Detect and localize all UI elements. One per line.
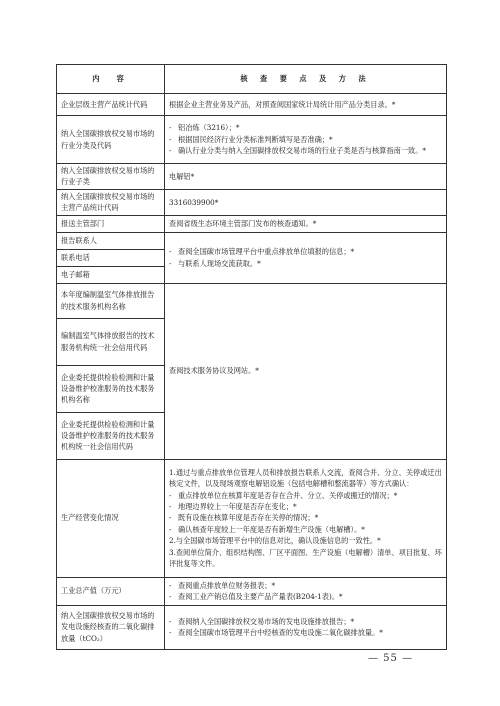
row-label: 编制温室气体排放报告的技术服务机构统一社会信用代码 <box>57 318 165 365</box>
row-label: 生产经营变化情况 <box>57 459 165 577</box>
row-label: 报送主管部门 <box>57 215 165 232</box>
table-row <box>57 94 447 116</box>
row-label: 工业总产值（万元） <box>57 577 165 605</box>
row-content <box>165 116 447 164</box>
table-row <box>57 215 447 232</box>
row-label: 纳入全国碳排放权交易市场的发电设施经核查的二氧化碳排放量（tCO₂） <box>57 605 165 649</box>
bullet-item: - 查阅全国碳市场管理平台中重点排放单位填报的信息；* <box>169 247 355 257</box>
verification-table <box>56 64 447 650</box>
table-row <box>57 283 447 318</box>
bullet-item: - 既有设施在核算年度是否存在关停的情况；* <box>169 513 319 523</box>
bullet-item: - 查阅纳入全国碳排放权交易市场的发电设施排放报告；* <box>169 616 355 626</box>
bullet-item: - 查阅全国碳市场管理平台中经核查的发电设施二氧化碳排放量。* <box>169 628 383 638</box>
row-label: 纳入全国碳排放权交易市场的行业分类及代码 <box>57 116 165 164</box>
row-label: 企业委托提供检验检测和计量设备维护校准服务的技术服务机构名称 <box>57 365 165 412</box>
bullet-item: - 查阅工业产销总值及主要产品产量表(B204-1表)。* <box>169 592 343 602</box>
bullet-item: - 地理边界较上一年度是否存在变化；* <box>169 502 297 512</box>
table-header-row <box>57 65 447 94</box>
row-content: 根据企业主营业务及产品，对照查阅国家统计局统计用产品分类目录。* <box>165 94 447 116</box>
bullet-item: - 与联系人现场交流获取。* <box>169 258 261 268</box>
header-content-column: 内 容 <box>57 65 165 94</box>
table-row <box>57 164 447 190</box>
row-content: 查阅省级生态环境主管部门发布的核查通知。* <box>165 215 447 232</box>
paragraph: 1.通过与重点排放单位管理人员和排放报告联系人交流，查阅合并、分立、关停或迁出核定文件，以及现场观察电解铝设施（包括电解槽和整流器等）等方式确认： <box>169 467 442 489</box>
table-row <box>57 189 447 215</box>
bullet-item: - 根据国民经济行业分类标准判断填写是否准确；* <box>169 134 333 144</box>
table-row <box>57 605 447 649</box>
row-label: 联系电话 <box>57 249 165 266</box>
row-label: 纳入全国碳排放权交易市场的主营产品统计代码 <box>57 189 165 215</box>
bullet-item: - 查阅重点排放单位财务报表；* <box>169 580 276 590</box>
table-row <box>57 577 447 605</box>
bullet-item: - 重点排放单位在核算年度是否存在合并、分立、关停或搬迁的情况；* <box>169 490 398 500</box>
row-label: 报告联系人 <box>57 232 165 249</box>
paragraph: 3.查阅单位简介、组织结构图、厂区平面图、生产设施（电解槽）清单、项目批复、环评批复等文件。 <box>169 547 442 569</box>
row-content <box>165 459 447 577</box>
row-content <box>165 232 447 283</box>
row-label: 本年度编制温室气体排放报告的技术服务机构名称 <box>57 283 165 318</box>
bullet-item: - 确认核查年度较上一年度是否有新增生产设施（电解槽）。* <box>169 524 365 534</box>
row-label: 企业层级主营产品统计代码 <box>57 94 165 116</box>
page-number: — 55 — <box>368 653 414 664</box>
row-content <box>165 605 447 649</box>
row-content: 查阅技术服务协议及网站。* <box>165 283 447 459</box>
row-label: 企业委托提供检验检测和计量设备维护校准服务的技术服务机构统一社会信用代码 <box>57 412 165 459</box>
bullet-item: - 铝冶炼（3216）；* <box>169 123 240 133</box>
row-content: 3316039900* <box>165 189 447 215</box>
table-row <box>57 459 447 577</box>
table-row <box>57 116 447 164</box>
row-content: 电解铝* <box>165 164 447 190</box>
paragraph: 2.与全国碳市场管理平台中的信息对比，确认设施信息的一致性。* <box>169 536 381 546</box>
row-label: 纳入全国碳排放权交易市场的行业子类 <box>57 164 165 190</box>
row-content <box>165 577 447 605</box>
bullet-item: - 确认行业分类与纳入全国碳排放权交易市场的行业子类是否与核算指南一致。* <box>169 146 426 156</box>
row-label: 电子邮箱 <box>57 266 165 283</box>
header-method-column: 核 查 要 点 及 方 法 <box>165 65 447 94</box>
table-row <box>57 232 447 249</box>
